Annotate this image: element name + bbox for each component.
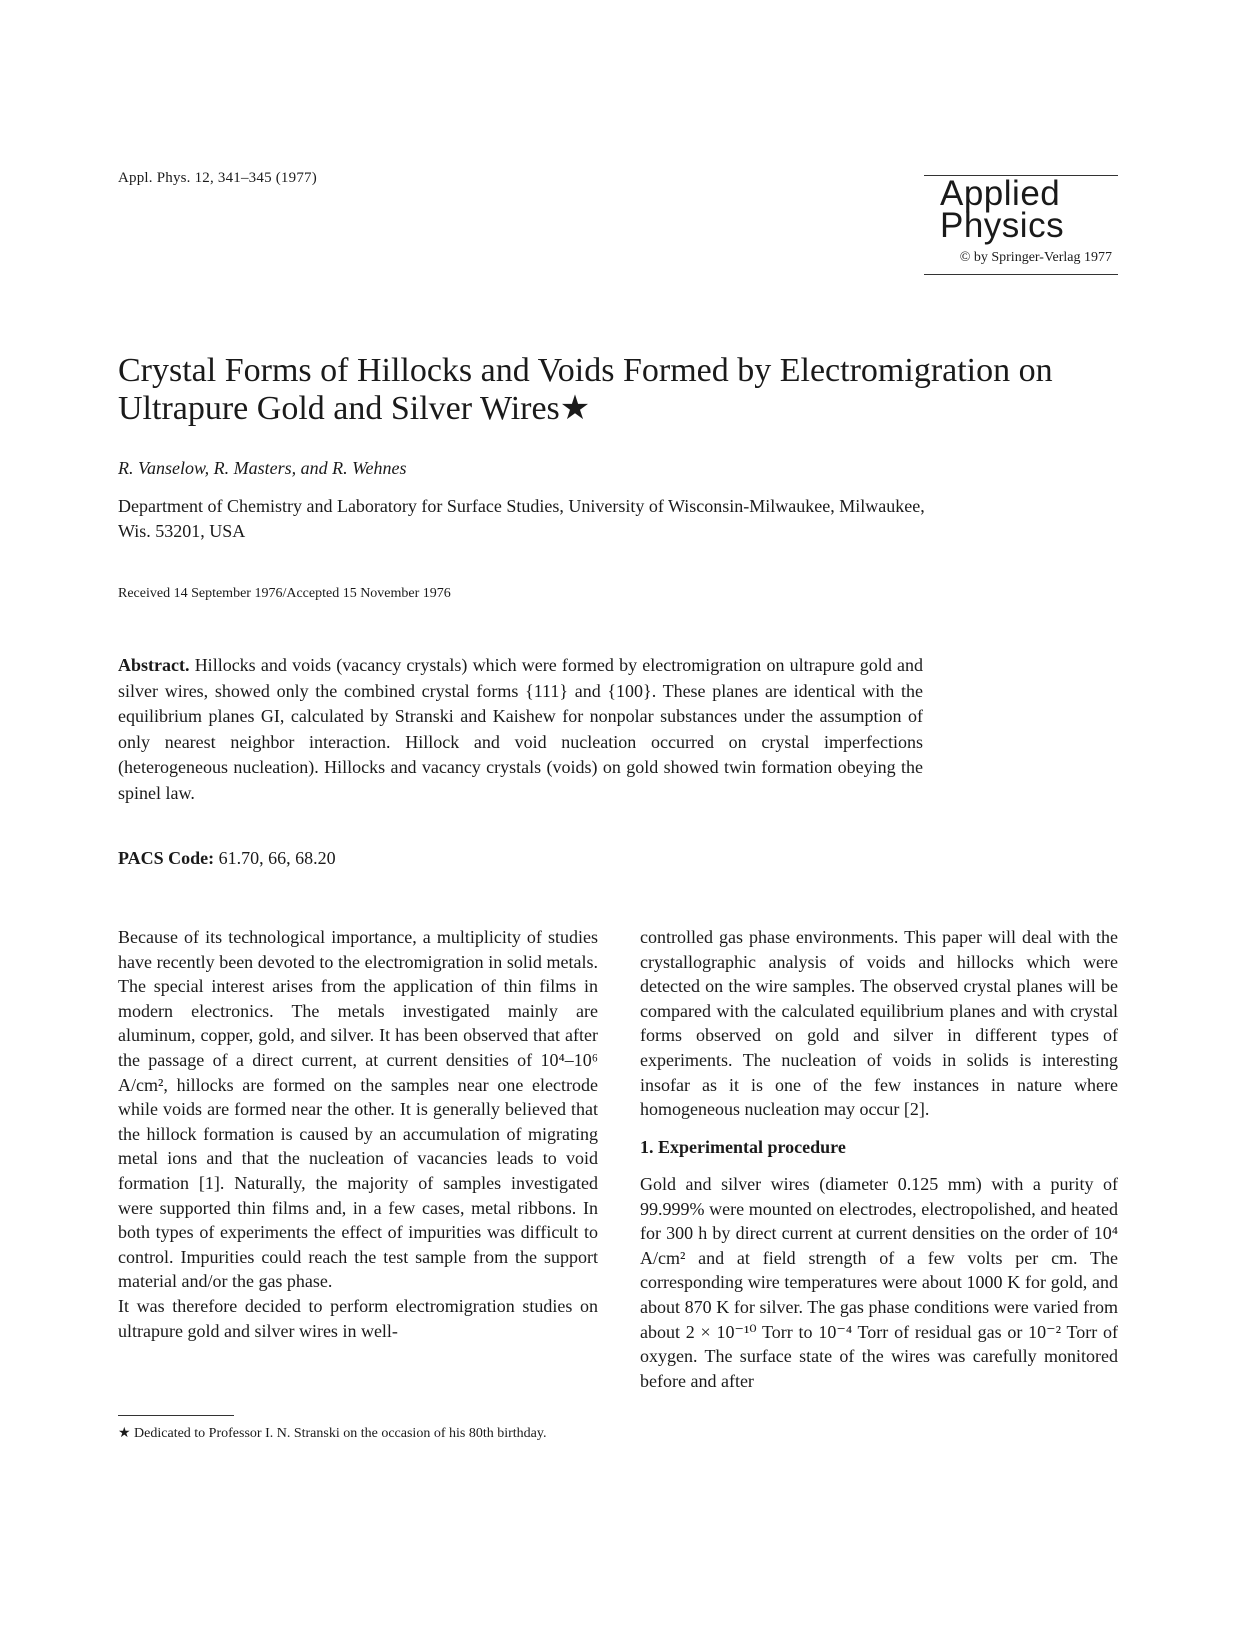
logo-bottom-rule (924, 274, 1118, 275)
affiliation: Department of Chemistry and Laboratory for Surface Studies, University of Wisconsin-Milwaukee, Milwaukee, Wis. 53201, USA (118, 496, 925, 541)
section-heading: 1. Experimental procedure (640, 1137, 846, 1157)
pacs-value: 61.70, 66, 68.20 (218, 848, 336, 868)
pacs-label: PACS Code: (118, 848, 215, 868)
copyright-notice: © by Springer-Verlag 1977 (959, 250, 1112, 265)
journal-name-line1: Applied (940, 174, 1061, 213)
body-paragraph: Because of its technological importance, a multiplicity of studies have recently been devoted to the electromigration in solid metals. The special interest arises from the application of thin films in modern electronics. The metals investigated mainly are aluminum, copper, gold, and silver. It has been observed that after the passage of a direct current, at current densities of 10⁴–10⁶ A/cm², hillocks are formed on the samples near one electrode while voids are formed near the other. It is generally believed that the hillock formation is caused by an accumulation of migrating metal ions and that the nucleation of vacancies leads to void formation [1]. Naturally, the majority of samples investigated were supported thin films and, in a few cases, metal ribbons. In both types of experiments the effect of impurities was difficult to control. Impurities could reach the test sample from the support material and/or the gas phase. (118, 927, 598, 1292)
authors: R. Vanselow, R. Masters, and R. Wehnes (118, 458, 407, 478)
body-paragraph: It was therefore decided to perform electromigration studies on ultrapure gold and silver wires in well- (118, 1295, 598, 1341)
abstract-label: Abstract. (118, 655, 190, 675)
paper-title: Crystal Forms of Hillocks and Voids Formed by Electromigration on Ultrapure Gold and Silver Wires★ (118, 352, 1053, 427)
journal-citation: Appl. Phys. 12, 341–345 (1977) (118, 170, 317, 186)
footnote: ★ Dedicated to Professor I. N. Stranski on the occasion of his 80th birthday. (118, 1426, 547, 1441)
footnote-divider (118, 1415, 234, 1416)
journal-logo (924, 175, 1118, 275)
abstract-text: Hillocks and voids (vacancy crystals) which were formed by electromigration on ultrapure gold and silver wires, showed only the combined crystal forms {111} and {100}. These planes are identical with the equilibrium planes GI, calculated by Stranski and Kaishew for nonpolar substances under the assumption of only nearest neighbor interaction. Hillock and void nucleation occurred on crystal imperfections (heterogeneous nucleation). Hillocks and vacancy crystals (voids) on gold showed twin formation obeying the spinel law. (118, 655, 923, 803)
journal-name-line2: Physics (940, 206, 1065, 245)
abstract (118, 653, 923, 806)
body-paragraph: controlled gas phase environments. This paper will deal with the crystallographic analysis of voids and hillocks which were detected on the wire samples. The observed crystal planes will be compared with the calculated equilibrium planes and with crystal forms observed on gold and silver in different types of experiments. The nucleation of voids in solids is interesting insofar as it is one of the few instances in nature where homogeneous nucleation may occur [2]. (640, 927, 1118, 1120)
right-column (640, 925, 1118, 1122)
right-column-section (640, 1172, 1118, 1393)
pacs-code (118, 848, 336, 869)
journal-name (924, 176, 1118, 248)
left-column (118, 925, 598, 1343)
received-date: Received 14 September 1976/Accepted 15 November 1976 (118, 586, 451, 601)
body-paragraph: Gold and silver wires (diameter 0.125 mm) with a purity of 99.999% were mounted on electrodes, electropolished, and heated for 300 h by direct current at current densities on the order of 10⁴ A/cm² and at field strength of a few volts per cm. The corresponding wire temperatures were about 1000 K for gold, and about 870 K for silver. The gas phase conditions were varied from about 2 × 10⁻¹⁰ Torr to 10⁻⁴ Torr of residual gas or 10⁻² Torr of oxygen. The surface state of the wires was carefully monitored before and after (640, 1174, 1118, 1391)
